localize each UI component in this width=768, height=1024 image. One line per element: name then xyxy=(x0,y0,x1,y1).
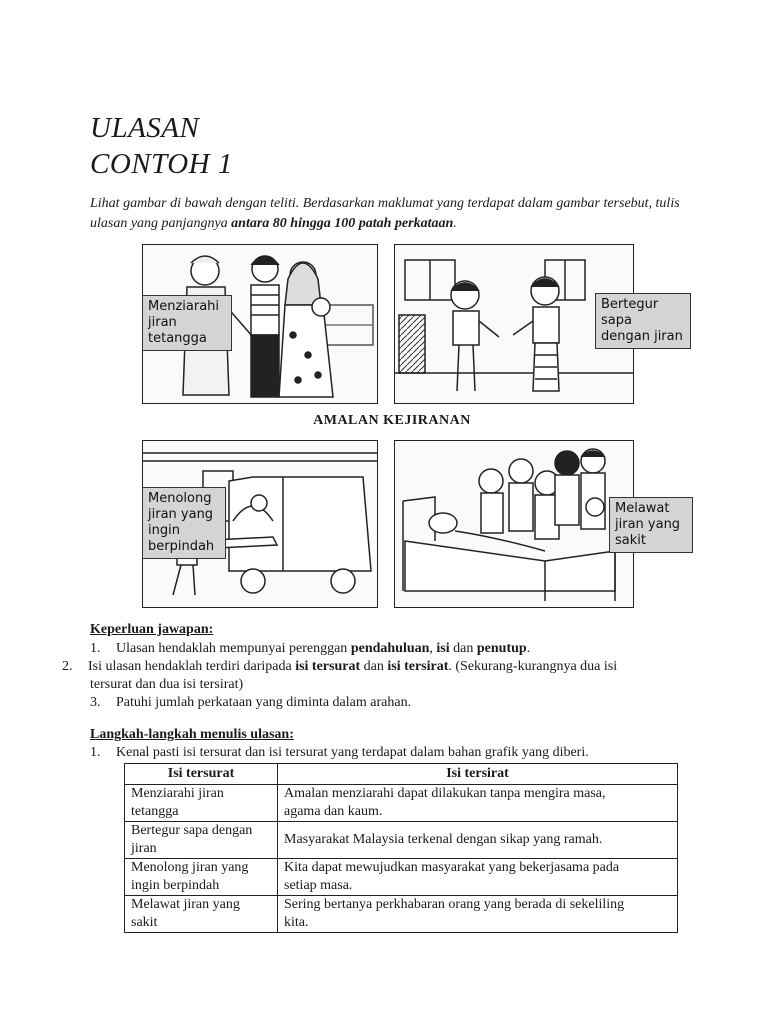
caption-bertegur: Bertegur sapa dengan jiran xyxy=(595,293,691,349)
table-header-row xyxy=(125,764,678,785)
keperluan-item-1-text-a: Ulasan hendaklah mempunyai perenggan xyxy=(116,641,351,656)
table-row xyxy=(125,785,678,822)
cell-text: tetangga xyxy=(131,804,179,819)
cell-tersirat xyxy=(278,822,678,859)
cell-tersirat xyxy=(278,785,678,822)
langkah-item-1-text: Kenal pasti isi tersurat dan isi tersurat yang terdapat dalam bahan grafik yang diberi. xyxy=(116,745,589,760)
langkah-heading: Langkah-langkah menulis ulasan: xyxy=(90,727,294,742)
title-line-2: CONTOH 1 xyxy=(90,148,233,180)
keperluan-item-2-text-b: dan xyxy=(360,659,388,674)
keperluan-item-3-text: Patuhi jumlah perkataan yang diminta dalam arahan. xyxy=(116,695,412,710)
cell-text: sakit xyxy=(131,915,158,930)
keperluan-item-2-text-a: Isi ulasan hendaklah terdiri daripada xyxy=(88,659,296,674)
instruction-part-1: Lihat gambar di bawah dengan teliti. Berdasarkan maklumat yang terdapat dalam gambar tersebut, tulis ulasan yang panjangnya xyxy=(90,196,680,231)
cell-text: Bertegur sapa dengan xyxy=(131,823,253,838)
keperluan-item-1-text-d: . xyxy=(526,641,531,656)
keperluan-item-1-bold-c: penutup xyxy=(476,641,527,656)
keperluan-item-1 xyxy=(90,640,530,658)
panel-helping-move xyxy=(142,440,378,608)
instruction-emphasis: antara 80 hingga 100 patah perkataan xyxy=(231,216,454,231)
cell-tersirat xyxy=(278,896,678,933)
illustration-center-label: AMALAN KEJIRANAN xyxy=(313,413,471,428)
keperluan-item-1-text-c: dan xyxy=(449,641,477,656)
keperluan-item-1-text-b: , xyxy=(429,641,437,656)
cell-tersurat xyxy=(125,785,278,822)
cell-text: Menziarahi jiran xyxy=(131,786,224,801)
page-title xyxy=(90,110,233,182)
panel-visiting-neighbours xyxy=(142,244,378,404)
header-isi-tersurat: Isi tersurat xyxy=(125,764,278,785)
keperluan-item-2-bold-a: isi tersurat xyxy=(295,659,361,674)
title-line-1: ULASAN xyxy=(90,112,200,144)
cell-text: kita. xyxy=(284,915,309,930)
keperluan-item-2-line2: tersurat dan dua isi tersirat) xyxy=(90,677,244,692)
instruction-text xyxy=(90,194,680,234)
panel-greeting-neighbours xyxy=(394,244,683,404)
cell-tersurat xyxy=(125,896,278,933)
cell-text: Sering bertanya perkhabaran orang yang berada di sekeliling xyxy=(284,897,625,912)
table-row xyxy=(125,896,678,933)
table-row xyxy=(125,859,678,896)
header-isi-tersirat: Isi tersirat xyxy=(278,764,678,785)
cell-text: Kita dapat mewujudkan masyarakat yang bekerjasama pada xyxy=(284,860,620,875)
cell-text: Menolong jiran yang xyxy=(131,860,249,875)
langkah-item-1-num: 1. xyxy=(90,745,101,760)
keperluan-item-2-text-c: . (Sekurang-kurangnya dua isi xyxy=(448,659,618,674)
cell-text: ingin berpindah xyxy=(131,878,220,893)
keperluan-item-2 xyxy=(62,658,682,676)
cell-tersirat xyxy=(278,859,678,896)
caption-menolong: Menolong jiran yang ingin berpindah xyxy=(142,487,226,559)
keperluan-item-2-num: 2. xyxy=(62,659,73,674)
caption-menziarahi: Menziarahi jiran tetangga xyxy=(142,295,232,351)
keperluan-item-2-bold-b: isi tersirat xyxy=(387,659,449,674)
cell-text: setiap masa. xyxy=(284,878,353,893)
keperluan-item-1-bold-b: isi xyxy=(436,641,450,656)
cell-text: Melawat jiran yang xyxy=(131,897,240,912)
isi-table xyxy=(124,763,678,933)
keperluan-heading: Keperluan jawapan: xyxy=(90,622,214,637)
cell-text: jiran xyxy=(131,841,157,856)
amalan-kejiranan-illustration xyxy=(142,244,683,606)
keperluan-item-1-num: 1. xyxy=(90,641,101,656)
cell-text: Masyarakat Malaysia terkenal dengan sikap yang ramah. xyxy=(284,832,603,847)
langkah-item-1 xyxy=(90,744,589,762)
caption-melawat: Melawat jiran yang sakit xyxy=(609,497,693,553)
keperluan-item-3-num: 3. xyxy=(90,695,101,710)
keperluan-item-1-bold-a: pendahuluan xyxy=(350,641,430,656)
cell-text: Amalan menziarahi dapat dilakukan tanpa mengira masa, xyxy=(284,786,606,801)
cell-text: agama dan kaum. xyxy=(284,804,383,819)
cell-tersurat xyxy=(125,822,278,859)
cell-tersurat xyxy=(125,859,278,896)
table-row xyxy=(125,822,678,859)
keperluan-item-3 xyxy=(90,694,411,712)
instruction-end: . xyxy=(453,216,457,231)
visiting-sick-drawing xyxy=(395,441,633,607)
panel-visiting-sick xyxy=(394,440,681,608)
